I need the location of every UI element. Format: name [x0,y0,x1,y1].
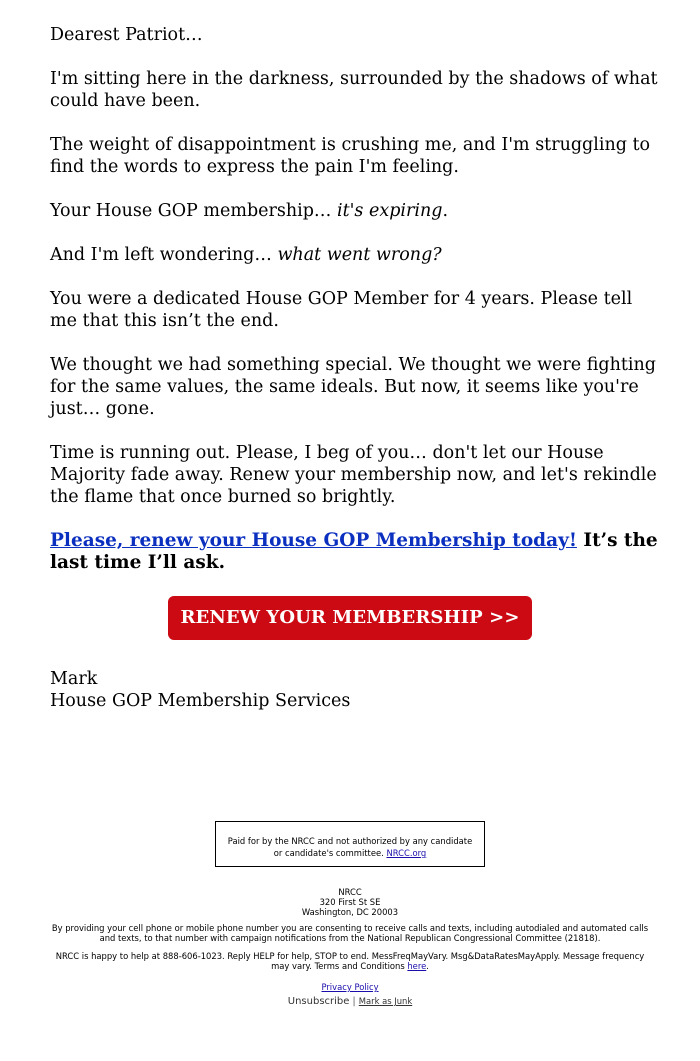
disclaimer-text: Paid for by the NRCC and not authorized by any candidate or candidate's committee. [227,836,473,858]
link-separator: | [352,996,356,1007]
greeting: Dearest Patriot… [50,25,203,45]
wondering-emphasis: what went wrong? [277,245,442,265]
last-time-text: It’s the last time I’ll ask. [50,530,658,573]
wondering-text: And I'm left wondering… [50,245,278,265]
footer [50,821,650,1009]
expiring-emphasis: it's expiring [336,201,443,221]
renew-membership-button[interactable]: RENEW YOUR MEMBERSHIP >> [168,596,531,640]
nrcc-org-link[interactable]: NRCC.org [386,848,427,858]
paragraph-member-years: You were a dedicated House GOP Member for 4 years. Please tell me that this isn’t the end. [50,289,633,331]
signature-title: House GOP Membership Services [50,691,351,711]
signature [50,668,660,712]
paragraph-special: We thought we had something special. We thought we were fighting for the same values, the same ideals. But now, it seems like you're just… gone. [50,355,656,419]
org-name: NRCC [338,887,362,897]
unsubscribe-row [50,994,650,1009]
city-address: Washington, DC 20003 [301,907,399,917]
help-end: . [426,961,429,971]
paragraph-darkness: I'm sitting here in the darkness, surrounded by the shadows of what could have been. [50,69,658,111]
expiring-end: . [442,201,449,221]
help-text: NRCC is happy to help at 888-606-1023. Reply HELP for help, STOP to end. MessFreqMayVary. Msg&DataRatesMayApply. Message frequency may vary. Terms and Conditions [55,951,645,971]
paragraph-disappointment: The weight of disappointment is crushing me, and I'm struggling to find the words to express the pain I'm feeling. [50,135,651,177]
sms-consent-text: By providing your cell phone or mobile phone number you are consenting to receive calls and texts, including autodialed and automated calls and texts, to that number with campaign notifications from the National Republican Congressional Committee (21818). [51,923,649,943]
disclaimer-box [215,821,485,867]
paragraph-time-running-out: Time is running out. Please, I beg of you… don't let our House Majority fade away. Renew your membership now, and let's rekindle the flame that once burned so brightly. [50,443,657,507]
privacy-row [50,981,650,994]
cta-line [50,530,660,574]
mailing-address [50,887,650,917]
expiring-text: Your House GOP membership… [50,201,337,221]
email-body [50,24,660,712]
privacy-policy-link[interactable]: Privacy Policy [321,982,379,992]
mark-as-junk-link[interactable]: Mark as Junk [358,996,413,1006]
button-container [50,596,660,640]
paragraph-wondering [50,244,660,266]
terms-link[interactable]: here [407,961,427,971]
unsubscribe-link[interactable]: Unsubscribe [287,996,350,1007]
renew-membership-link[interactable]: Please, renew your House GOP Membership today! [50,530,577,551]
help-text-block [50,951,650,971]
street-address: 320 First St SE [319,897,381,907]
paragraph-expiring [50,200,660,222]
signature-name: Mark [50,669,98,689]
